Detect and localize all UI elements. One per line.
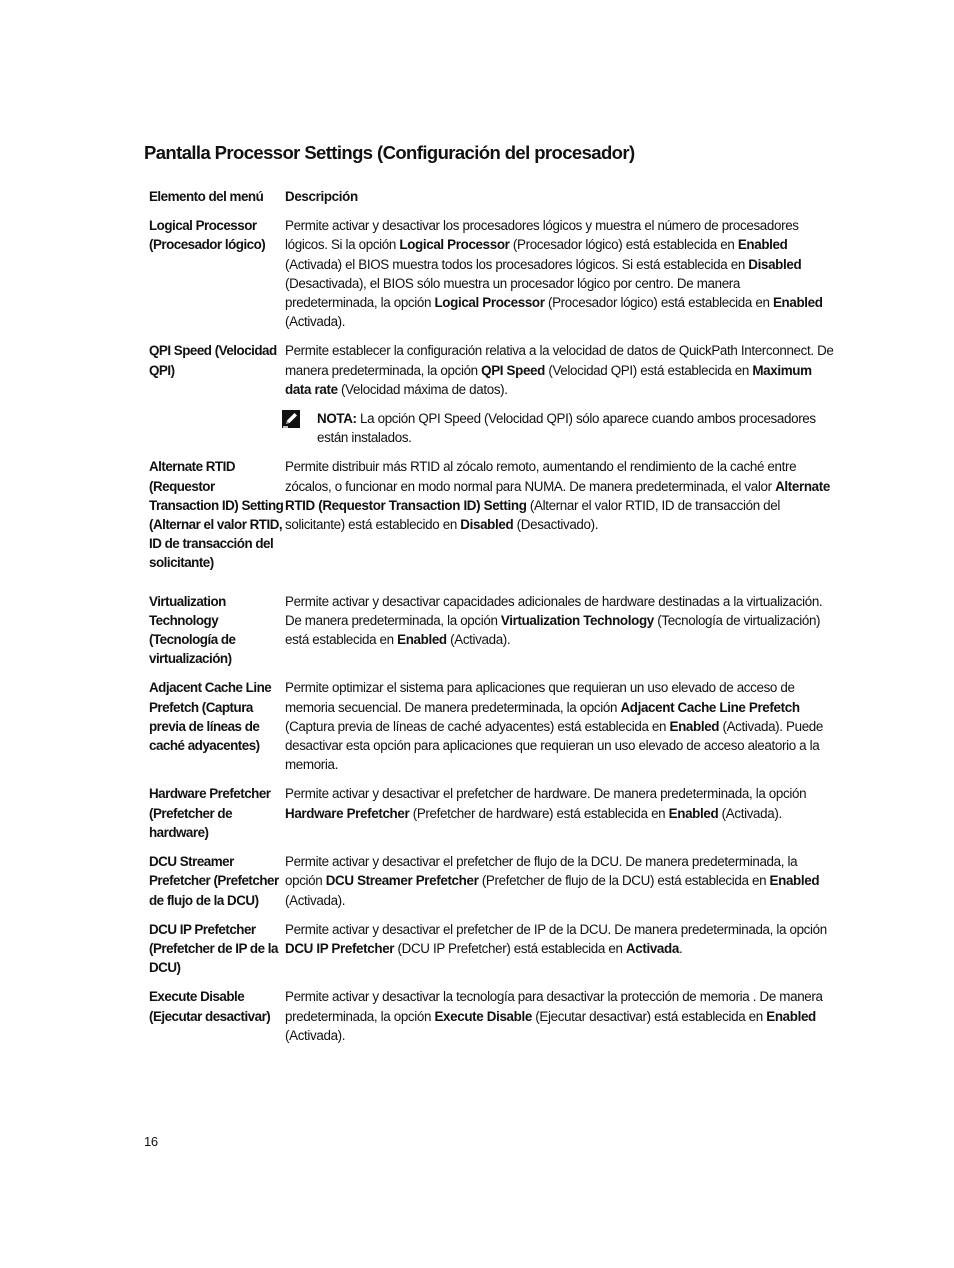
bold-term: Enabled [668,805,719,821]
text-run: (Activada). [718,805,782,821]
text-run: . [678,940,683,956]
text-run: (Activada) el BIOS muestra todos los procesadores lógicos. Si está establecida en [285,256,749,272]
bold-term: QPI Speed [481,362,545,378]
menu-item-name: Virtualization Technology (Tecnología de virtualización) [149,593,236,667]
description-text [285,852,835,910]
text-run: (Activada). [446,632,511,648]
text-run: (Captura previa de líneas de caché adyacentes) está establecida en [285,718,670,734]
page-number: 16 [144,1134,158,1149]
text-run: (Activada). [285,314,346,330]
text-run: (Ejecutar desactivar) está establecida en [531,1008,767,1024]
bold-term: Logical Processor [434,295,545,311]
menu-item-description [285,341,835,447]
text-run: (Velocidad QPI) está establecida en [544,362,753,378]
text-run: Permite activar y desactivar capacidades adicionales de hardware destinadas a la virtualización. De manera predeterminada, la opción [285,593,823,628]
menu-item-description [285,987,835,1045]
menu-item-description [285,457,835,534]
text-run: (Procesador lógico) está establecida en [544,295,773,311]
bold-term: Enabled [669,718,720,734]
table-row [149,852,839,910]
bold-term: Enabled [737,237,788,253]
text-run: (Prefetcher de flujo de la DCU) está establecida en [478,873,770,889]
description-text [285,592,835,650]
header-item: Elemento del menú [149,189,264,204]
menu-item-description [285,592,835,650]
text-run: Permite activar y desactivar el prefetcher de IP de la DCU. De manera predeterminada, la opción [285,921,827,937]
bold-term: Activada [625,940,679,956]
text-run: Permite activar y desactivar los procesadores lógicos y muestra el número de procesadores lógicos. Si la opción [285,218,799,253]
table-row [149,592,839,669]
pencil-note-icon [280,408,302,430]
text-run: Permite establecer la configuración relativa a la velocidad de datos de QuickPath Interconnect. De manera predeterminada, la opción [285,343,834,378]
bold-term: Alternate RTID (Requestor Transaction ID) Setting [285,478,830,513]
bold-term: Disabled [748,256,802,272]
settings-table [149,187,839,1055]
bold-term: Execute Disable [434,1008,532,1024]
menu-item-name: Adjacent Cache Line Prefetch (Captura previa de líneas de caché adyacentes) [149,680,272,754]
text-run: (Activada). Puede desactivar esta opción para aplicaciones que requieran un uso elevado de acceso aleatorio a la memoria. [285,718,823,773]
text-run: Permite optimizar el sistema para aplicaciones que requieran un uso elevado de acceso de memoria secuencial. De manera predeterminada, la opción [285,680,795,715]
table-row [149,920,839,978]
text-run: (Tecnología de virtualización) está establecida en [285,612,821,648]
text-run: Permite activar y desactivar el prefetcher de hardware. De manera predeterminada, la opción [285,786,807,802]
bold-term: Maximum data rate [285,362,812,397]
text-run: (DCU IP Prefetcher) está establecida en [394,940,626,956]
text-run: Permite distribuir más RTID al zócalo remoto, aumentando el rendimiento de la caché entre zócalos, o funcionar en modo normal para NUMA. De manera predeterminada, el valor [285,459,797,494]
description-text [285,920,835,958]
description-text [285,784,835,822]
bold-term: Enabled [766,1008,816,1024]
table-header [149,187,839,206]
header-description: Descripción [285,189,358,204]
menu-item-name: Hardware Prefetcher (Prefetcher de hardware) [149,786,271,840]
menu-item-name: DCU Streamer Prefetcher (Prefetcher de flujo de la DCU) [149,854,279,908]
text-run: La opción QPI Speed (Velocidad QPI) sólo aparece cuando ambos procesadores están instalados. [317,411,816,446]
table-row [149,457,839,572]
text-run: (Activada). [285,1027,346,1043]
bold-term: Enabled [772,295,823,311]
table-row [149,987,839,1045]
table-row [149,678,839,774]
text-run: (Procesador lógico) está establecida en [509,237,738,253]
table-row [149,784,839,842]
description-text [285,987,835,1045]
bold-term: DCU IP Prefetcher [285,940,395,956]
menu-item-description [285,216,835,331]
note-label: NOTA: [317,411,357,427]
description-text [285,341,835,399]
table-body [149,216,839,1045]
text-run: (Velocidad máxima de datos). [337,381,508,397]
bold-term: Enabled [397,632,447,648]
menu-item-description [285,784,835,822]
table-row [149,216,839,331]
menu-item-description [285,852,835,910]
note-block [285,409,835,447]
text-run: Permite activar y desactivar el prefetcher de flujo de la DCU. De manera predeterminada, la opción [285,854,798,889]
note-text [317,409,835,447]
menu-item-name: Alternate RTID (Requestor Transaction ID) Setting (Alternar el valor RTID, ID de transacción del solicitante) [149,459,284,571]
bold-term: Logical Processor [399,237,510,253]
bold-term: DCU Streamer Prefetcher [325,873,479,889]
bold-term: Hardware Prefetcher [285,805,410,821]
table-row [149,341,839,447]
text-run: (Alternar el valor RTID, ID de transacción del solicitante) está establecido en [285,497,781,533]
description-text [285,216,835,331]
menu-item-name: QPI Speed (Velocidad QPI) [149,343,277,378]
menu-item-name: Execute Disable (Ejecutar desactivar) [149,989,271,1024]
text-run: (Desactivada), el BIOS sólo muestra un procesador lógico por centro. De manera predeterminada, la opción [285,275,740,311]
menu-item-name: Logical Processor (Procesador lógico) [149,218,266,253]
bold-term: Virtualization Technology [500,612,654,628]
text-run: Permite activar y desactivar la tecnología para desactivar la protección de memoria . De manera predeterminada, la opción [285,989,823,1024]
page-title: Pantalla Processor Settings (Configuración del procesador) [144,142,635,163]
description-text [285,457,835,534]
bold-term: Adjacent Cache Line Prefetch [620,699,800,715]
text-run: (Desactivado). [513,517,599,533]
menu-item-description [285,920,835,958]
description-text [285,678,835,774]
text-run: (Prefetcher de hardware) está establecida en [409,805,669,821]
text-run: (Activada). [285,892,346,908]
menu-item-name: DCU IP Prefetcher (Prefetcher de IP de la DCU) [149,921,278,976]
bold-term: Disabled [460,517,514,533]
menu-item-description [285,678,835,774]
bold-term: Enabled [769,873,820,889]
